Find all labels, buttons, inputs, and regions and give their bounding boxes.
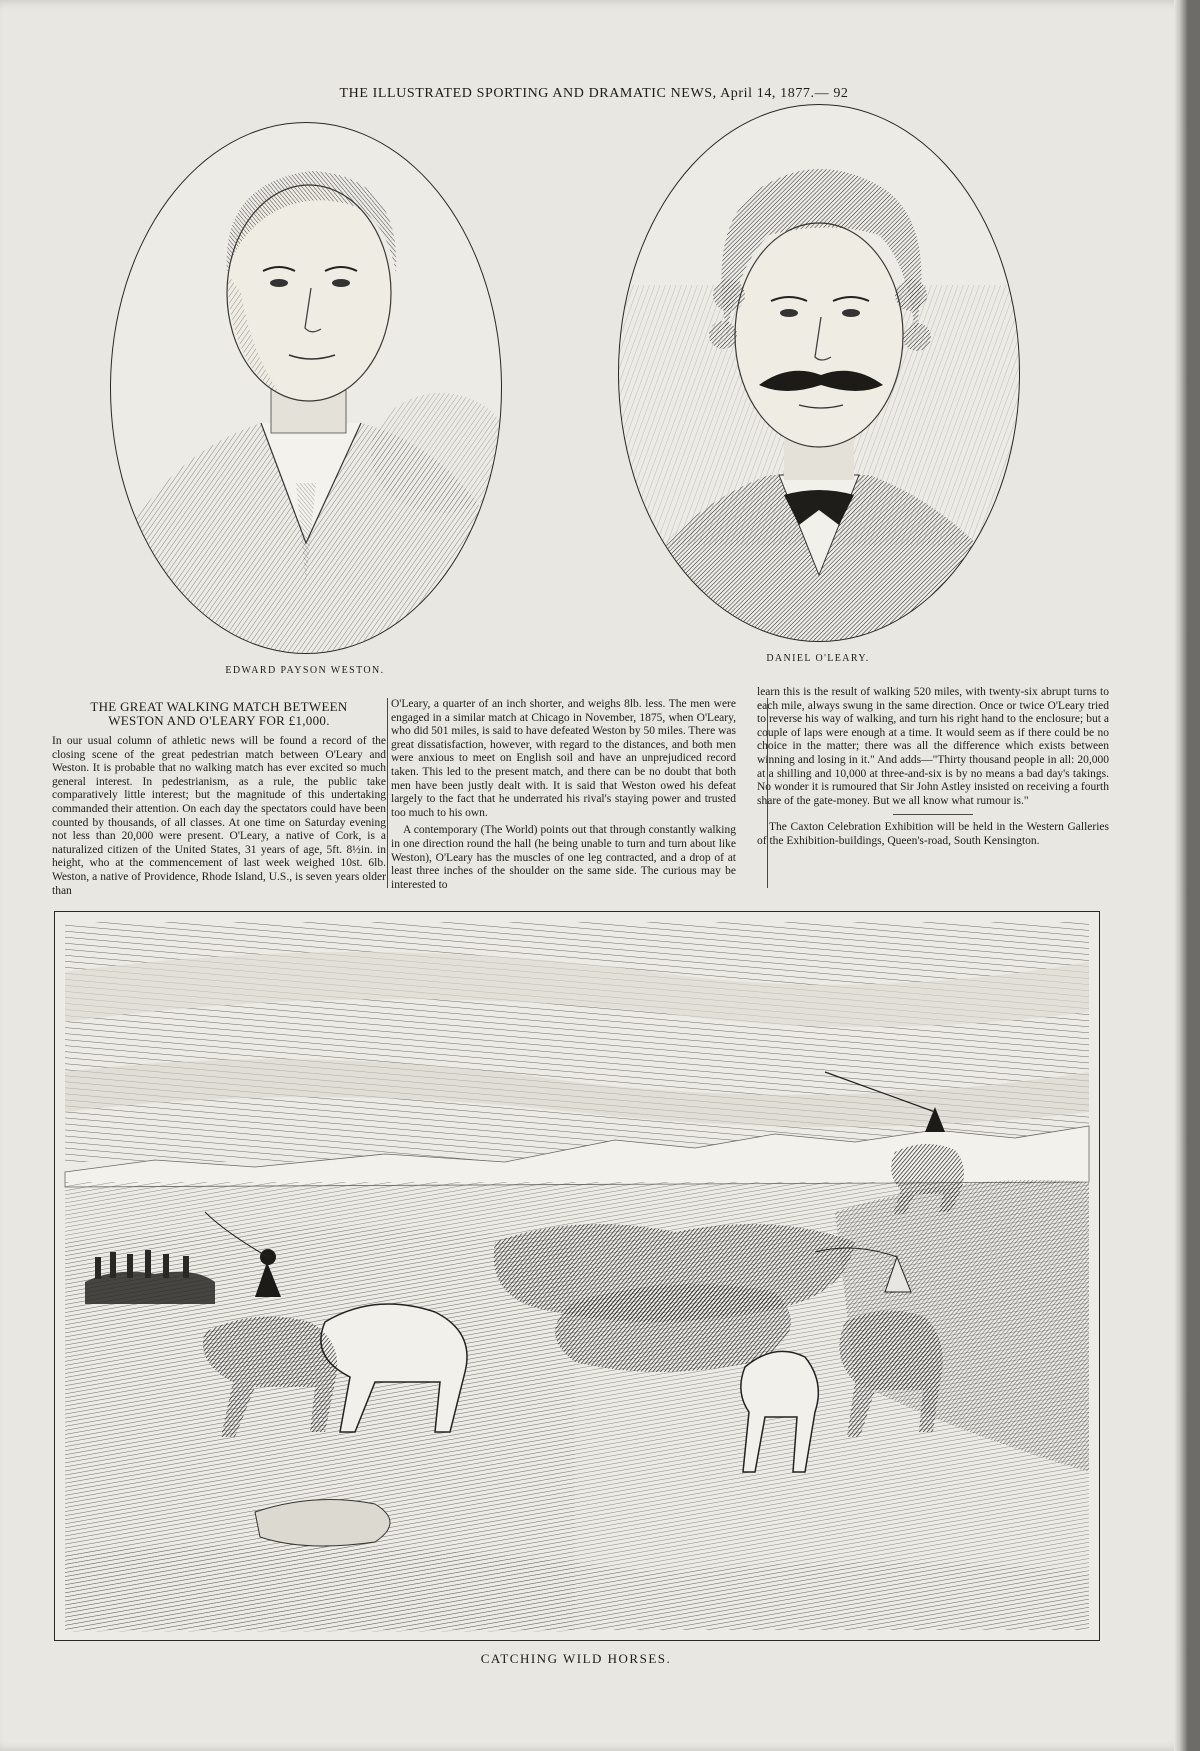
publication-name: THE ILLUSTRATED SPORTING AND DRAMATIC NEWS, [339, 86, 717, 101]
article-paragraph: learn this is the result of walking 520 miles, with twenty-six abrupt turns to each mile, always swung in the same direction. Once or twice O'Leary tried to reverse his way of walking, and turn his right hand to the enclosure; but a couple of laps were enough at a time. It would seem as if there could be no choice in the matter; there was all the difference which exists between winning and losing in it." And adds—"Thirty thousand people in all: 20,000 at a shilling and 10,000 at three-and-six is by no means a bad day's takings. No wonder it is rumoured that Sir John Astley insisted on receiving a fourth share of the gate-money. But we all know what rumour is." [757, 686, 1109, 807]
article-title-line1: THE GREAT WALKING MATCH BETWEEN [90, 699, 348, 714]
portrait-oleary [618, 104, 1020, 642]
section-rule [893, 814, 973, 815]
article-paragraph: In our usual column of athletic news will be found a record of the closing scene of the great pedestrian match between O'Leary and Weston. It is probable that no walking match has ever excited so much general interest. In pedestrianism, as a rule, the public take comparatively little interest; but the magnitude of this undertaking commanded their attention. On each day the spectators could have been counted by thousands, of all classes. At one time on Saturday evening not less than 20,000 were present. O'Leary, a native of Cork, is a naturalized citizen of the United States, 31 years of age, 5ft. 8½in. in height, who at the commencement of last week weighed 10st. 6lb. Weston, a native of Providence, Rhode Island, U.S., is seven years older than [52, 735, 386, 897]
article-title-line2: WESTON AND O'LEARY FOR £1,000. [108, 713, 330, 728]
article-column-1 [52, 735, 386, 898]
page-header [0, 86, 1188, 102]
portrait-weston [110, 122, 502, 654]
torn-page-edge [1174, 0, 1188, 1751]
article-column-2 [391, 698, 736, 892]
article-paragraph: A contemporary (The World) points out that through constantly walking in one direction round the hall (he being unable to turn and turn about like Weston), O'Leary has the muscles of one leg contracted, and a drop of at least three inches of the shoulder on the same side. The curious may be interested to [391, 824, 736, 891]
article-column-3 [757, 686, 1109, 849]
illustration-caption: CATCHING WILD HORSES. [480, 1651, 672, 1666]
column-rule [387, 698, 388, 888]
article-title [52, 700, 386, 728]
oleary-engraving-icon [619, 105, 1019, 641]
article-paragraph: O'Leary, a quarter of an inch shorter, and weighs 8lb. less. The men were engaged in a similar match at Chicago in November, 1875, when O'Leary, who did 501 miles, is said to have defeated Weston by 50 miles. There was great dissatisfaction, however, with regard to the distances, and both men were anxious to meet on English soil and have an unprejudiced record taken. This led to the present match, and there can be no doubt that both men have been justly dealt with. It is said that Weston owed his defeat largely to the fact that he underrated his rival's staying power and trusted too much to his own. [391, 698, 736, 819]
wild-horses-scene-icon [55, 912, 1099, 1640]
portrait-caption-oleary: DANIEL O'LEARY. [766, 653, 870, 664]
portrait-caption-weston: EDWARD PAYSON WESTON. [225, 665, 385, 676]
publication-date: April 14, 1877.— 92 [720, 86, 849, 101]
catching-wild-horses-engraving [54, 911, 1100, 1641]
weston-engraving-icon [111, 123, 501, 653]
article-paragraph: The Caxton Celebration Exhibition will be held in the Western Galleries of the Exhibition-buildings, Queen's-road, South Kensington. [757, 821, 1109, 847]
